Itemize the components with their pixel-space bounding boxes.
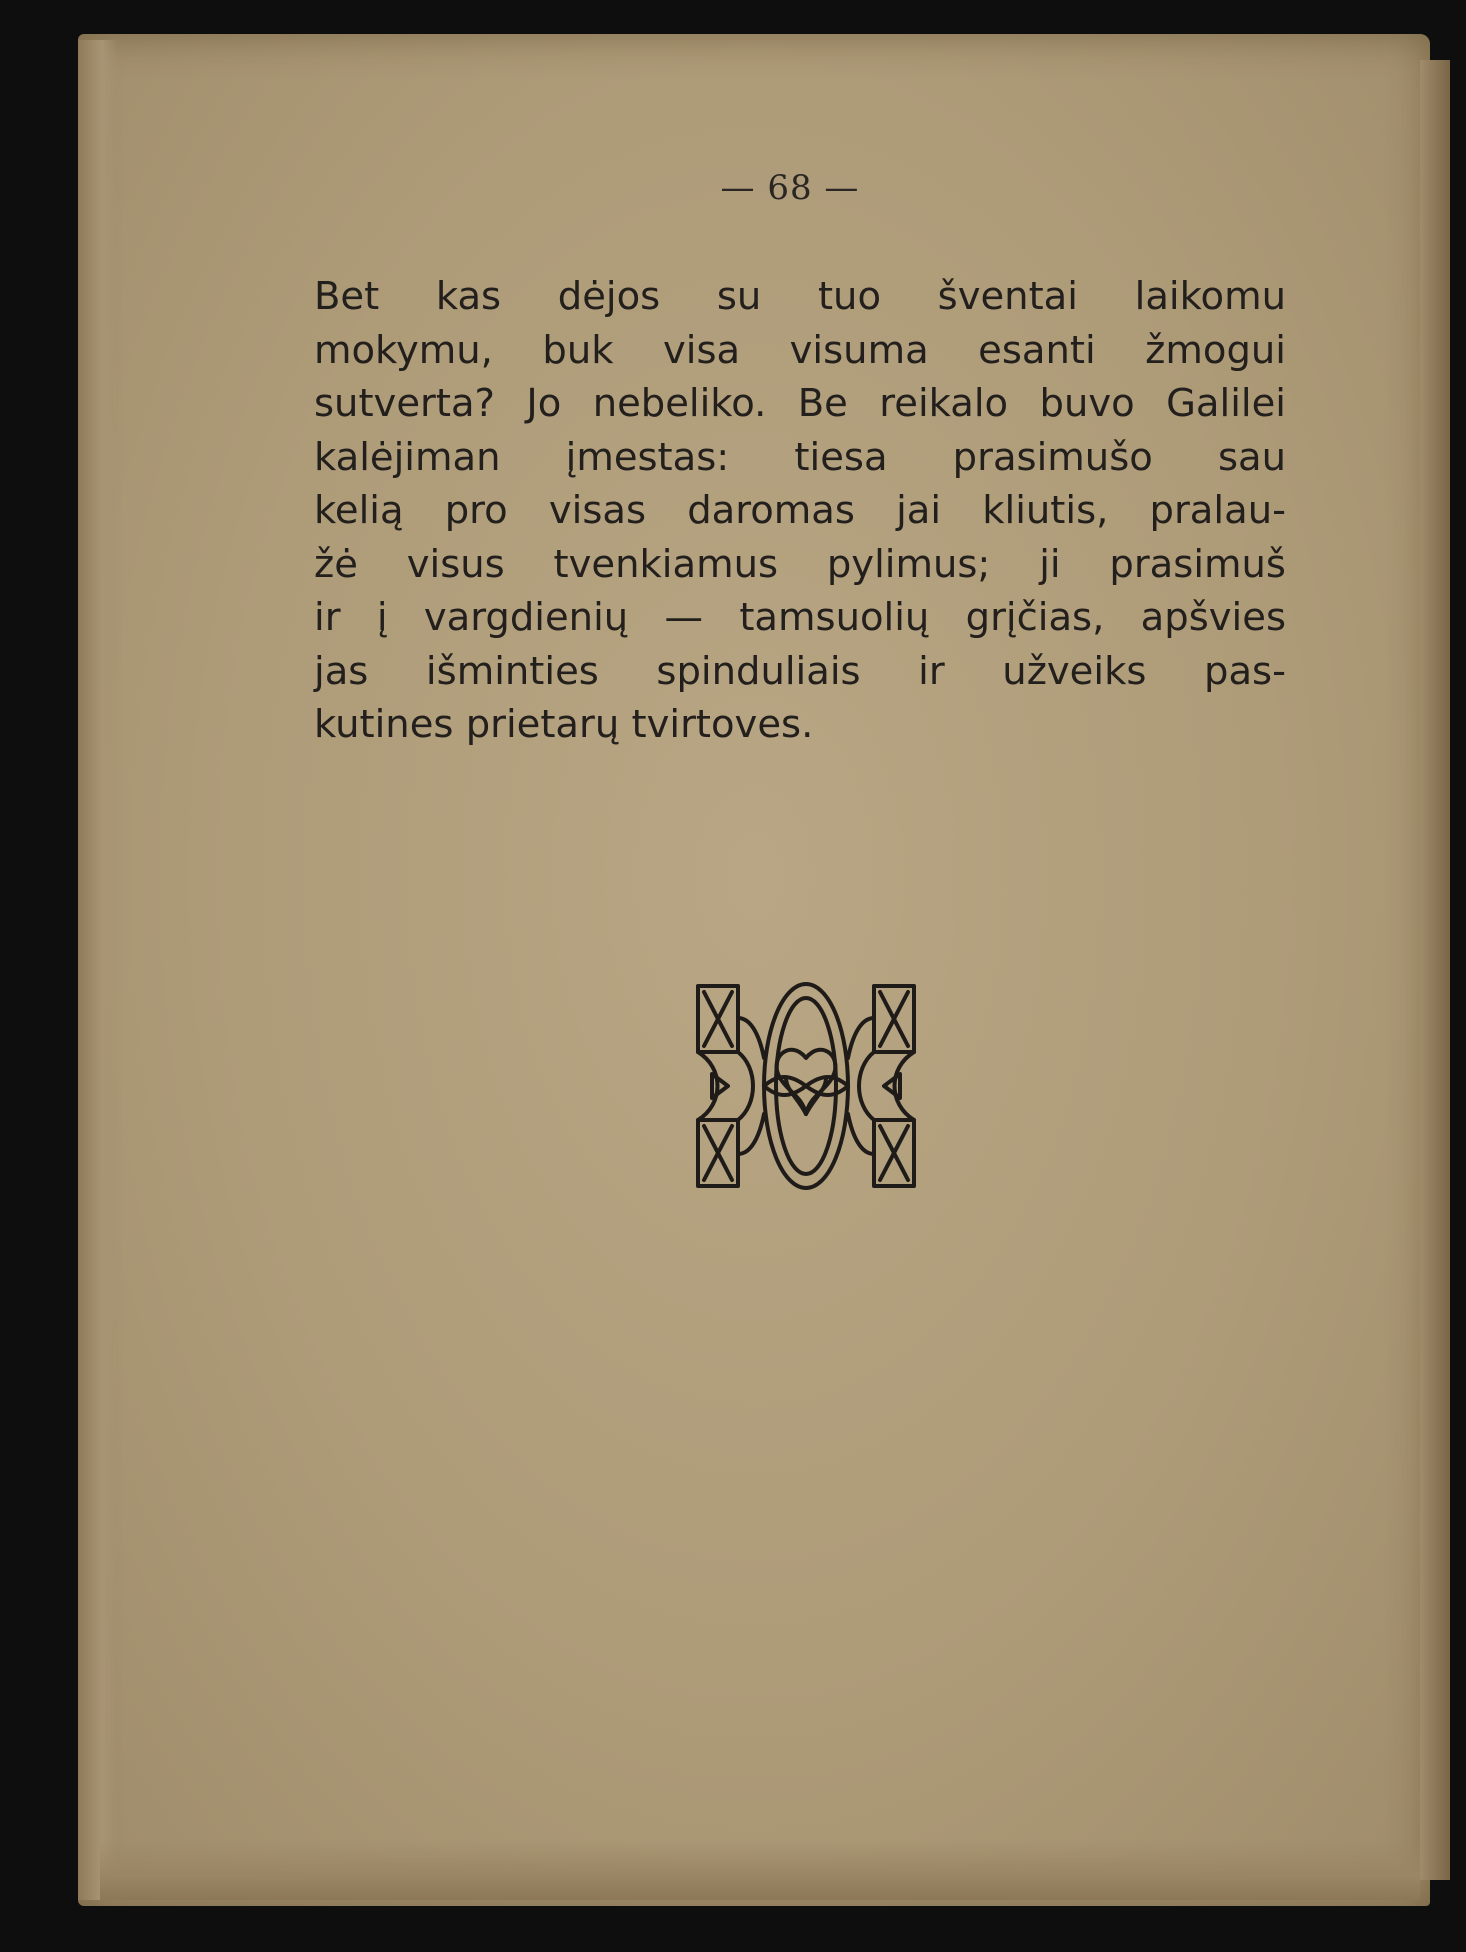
body-paragraph — [314, 270, 1286, 752]
page-number: — 68 — — [720, 168, 860, 208]
text-line: kalėjiman įmestas: tiesa prasimušo sau — [314, 434, 1286, 480]
celtic-knot-ornament-icon — [694, 978, 918, 1194]
text-line: Bet kas dėjos su tuo šventai laikomu — [314, 274, 1286, 319]
page-left-edge — [78, 40, 118, 1900]
text-line: sutverta? Jo nebeliko. Be reikalo buvo Galilei — [314, 381, 1286, 426]
text-line: ir į vargdienių — tamsuolių grįčias, apšvies — [314, 595, 1286, 640]
page-bottom-edge — [100, 1840, 1420, 1900]
text-line: žė visus tvenkiamus pylimus; ji prasimuš — [314, 541, 1286, 587]
text-line: jas išminties spinduliais ir užveiks pas- — [314, 648, 1286, 694]
text-line: mokymu, buk visa visuma esanti žmogui — [314, 327, 1286, 373]
text-line: kelią pro visas daromas jai kliutis, pralau- — [314, 488, 1286, 533]
text-line: kutines prietarų tvirtoves. — [314, 702, 814, 747]
page-right-edge — [1420, 60, 1450, 1880]
